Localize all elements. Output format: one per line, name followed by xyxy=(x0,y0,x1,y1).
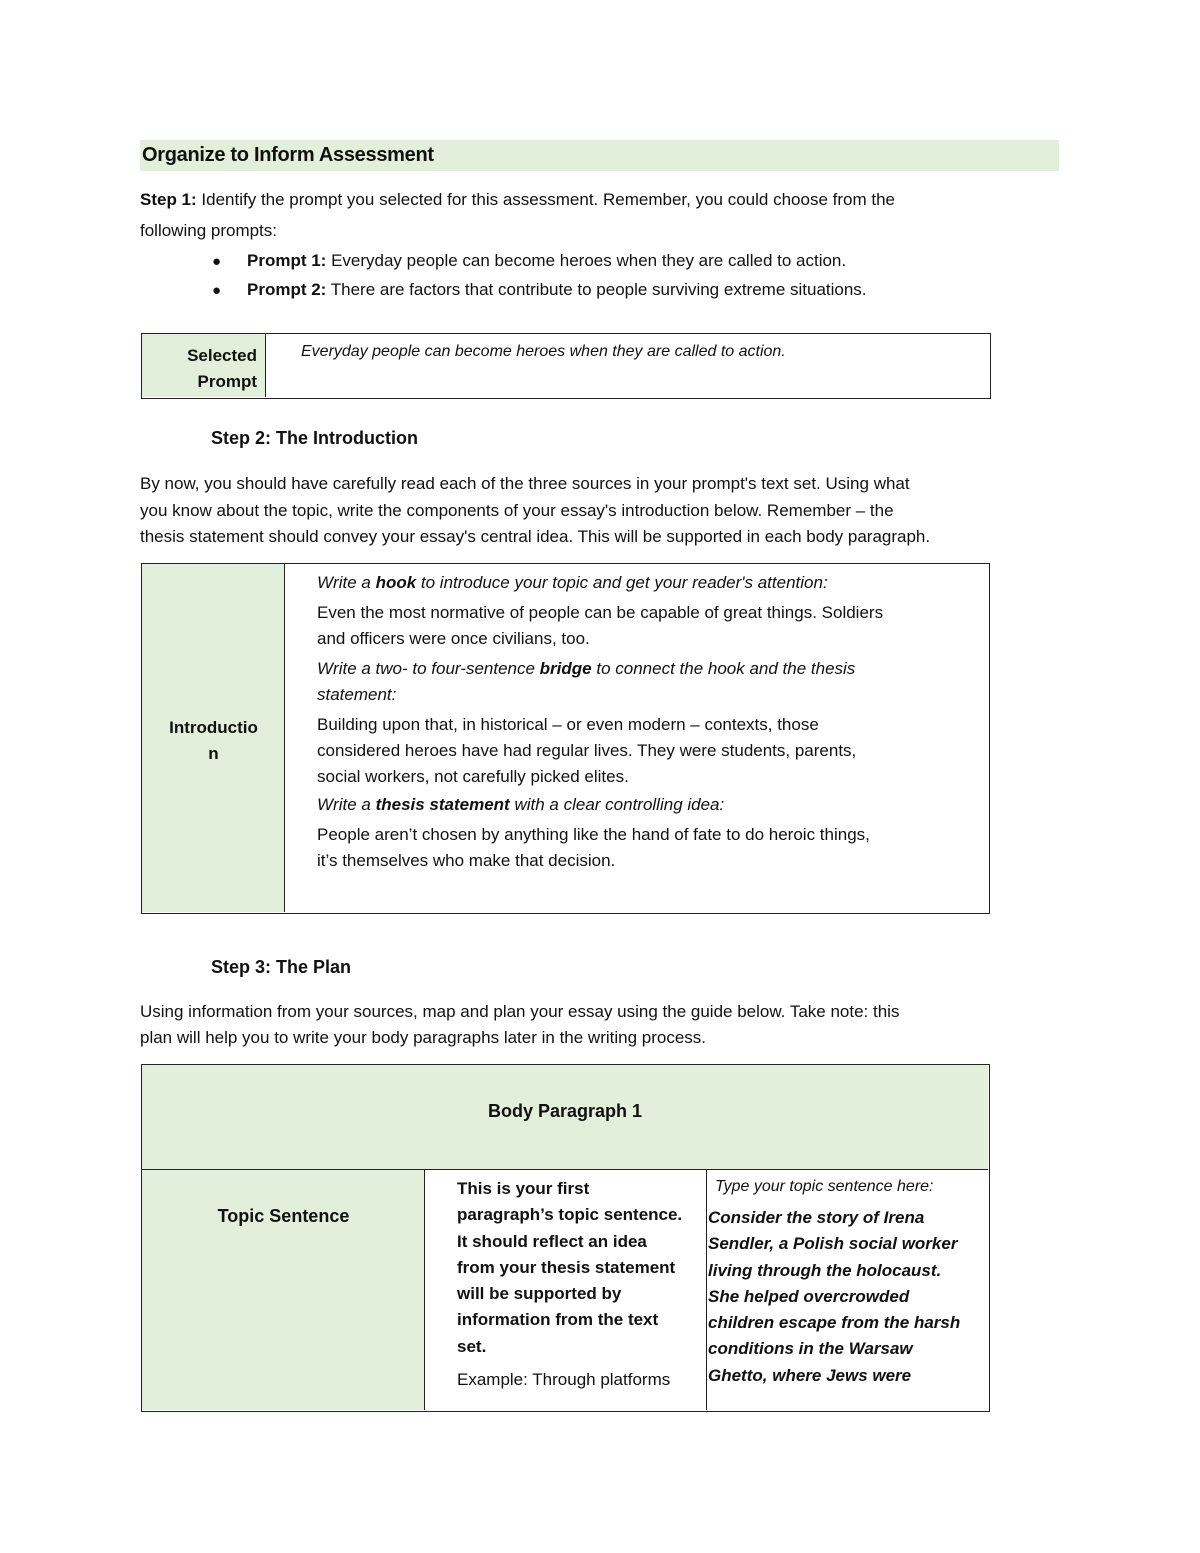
step1-paragraph xyxy=(140,186,895,213)
topic-sentence-example: Example: Through platforms xyxy=(457,1370,671,1389)
thesis-instruction: Write a thesis statement with a clear controlling idea: xyxy=(317,795,725,814)
prompt-1-label: Prompt 1: xyxy=(247,251,327,270)
step1-text-line2: following prompts: xyxy=(140,221,278,240)
topic-sentence-label: Topic Sentence xyxy=(217,1206,350,1226)
introduction-label-cell xyxy=(142,564,285,912)
introduction-table xyxy=(141,563,990,914)
step3-para-line2: plan will help you to write your body paragraphs later in the writing process. xyxy=(140,1028,707,1047)
introduction-label: Introductio n xyxy=(169,718,258,763)
step1-label: Step 1: xyxy=(140,190,197,209)
step2-para-line3: thesis statement should convey your essay's central idea. This will be supported in each body paragraph. xyxy=(140,527,931,546)
topic-sentence-prompt: Type your topic sentence here: xyxy=(715,1178,934,1195)
topic-sentence-label-cell xyxy=(142,1170,425,1410)
bridge-instruction: Write a two- to four-sentence bridge to connect the hook and the thesis statement: xyxy=(317,659,856,704)
prompt-2-label: Prompt 2: xyxy=(247,280,327,299)
step2-para-line2: you know about the topic, write the components of your essay's introduction below. Remember – the xyxy=(140,501,894,520)
body-paragraph-header: Body Paragraph 1 xyxy=(487,1101,643,1121)
topic-sentence-instructions: This is your first paragraph’s topic sentence. It should reflect an idea from your thesis statement will be supported by information from the text set. xyxy=(457,1179,683,1356)
prompt-bullet-1 xyxy=(212,247,221,275)
step1-text-line1: Identify the prompt you selected for this assessment. Remember, you could choose from the xyxy=(196,190,895,209)
prompt-bullet-2 xyxy=(212,276,221,304)
document-title: Organize to Inform Assessment xyxy=(142,144,434,166)
step2-para-line1: By now, you should have carefully read each of the three sources in your prompt's text set. Using what xyxy=(140,474,910,493)
bullet-icon: ● xyxy=(212,253,222,270)
hook-answer[interactable]: Even the most normative of people can be capable of great things. Soldiers and officers were once civilians, too. xyxy=(317,603,884,648)
step3-para-line1: Using information from your sources, map and plan your essay using the guide below. Take note: this xyxy=(140,1002,900,1021)
selected-prompt-table xyxy=(141,333,991,399)
prompt-1 xyxy=(247,247,846,274)
prompt-1-text: Everyday people can become heroes when they are called to action. xyxy=(326,251,847,270)
plan-table xyxy=(141,1064,990,1412)
prompt-2-text: There are factors that contribute to people surviving extreme situations. xyxy=(326,280,867,299)
step2-heading: Step 2: The Introduction xyxy=(211,428,418,448)
bridge-answer[interactable]: Building upon that, in historical – or even modern – contexts, those considered heroes have had regular lives. They were students, parents, social workers, not carefully picked elites. xyxy=(317,715,857,786)
selected-prompt-label: Selected Prompt xyxy=(187,346,257,391)
plan-header-cell xyxy=(142,1065,988,1170)
introduction-content xyxy=(317,570,987,874)
step3-heading: Step 3: The Plan xyxy=(211,957,352,977)
instructions-cell xyxy=(425,1170,707,1410)
selected-prompt-value[interactable]: Everyday people can become heroes when they are called to action. xyxy=(301,343,786,360)
prompt-2 xyxy=(247,276,867,303)
hook-instruction: Write a hook to introduce your topic and get your reader's attention: xyxy=(317,573,828,592)
bullet-icon: ● xyxy=(212,282,222,299)
thesis-answer[interactable]: People aren’t chosen by anything like the hand of fate to do heroic things, it’s themselves who make that decision. xyxy=(317,825,870,870)
selected-prompt-label-cell xyxy=(142,334,266,397)
answer-cell xyxy=(707,1170,988,1410)
topic-sentence-answer[interactable]: Consider the story of Irena Sendler, a Polish social worker living through the holocaust. She helped overcrowded children escape from the harsh conditions in the Warsaw Ghetto, where Jews were xyxy=(708,1208,961,1385)
